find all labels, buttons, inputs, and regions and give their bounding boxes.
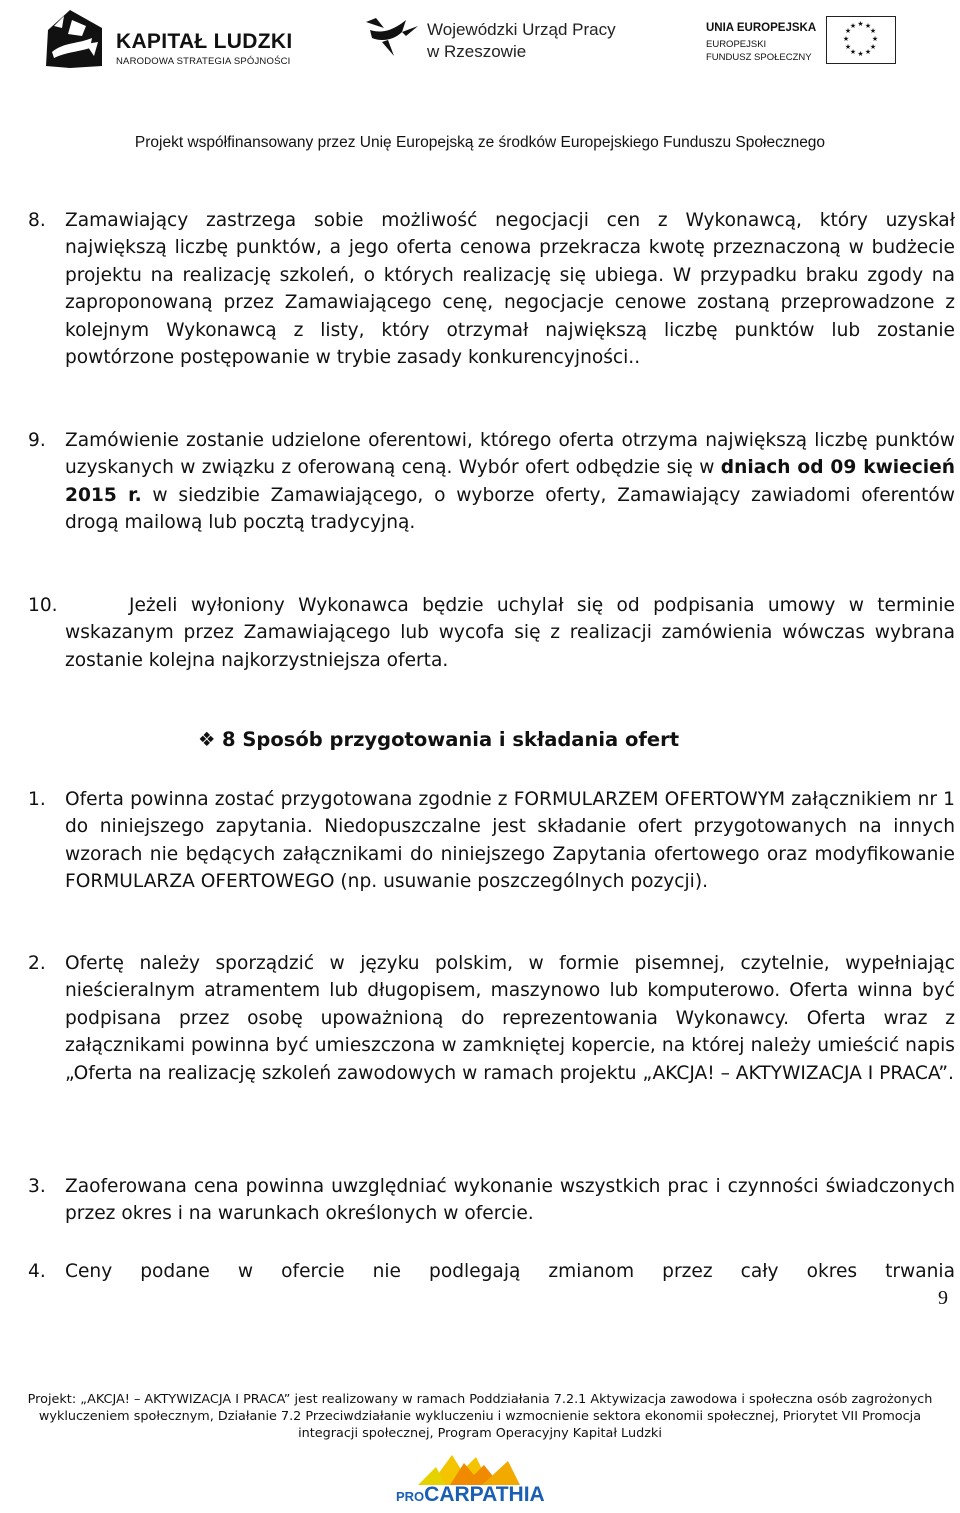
kapital-ludzki-subtitle: NARODOWA STRATEGIA SPÓJNOŚCI [116, 56, 291, 67]
section-item-4 [28, 1258, 955, 1285]
paragraph-number: 10. [28, 595, 58, 616]
item-text: Ofertę należy sporządzić w języku polskim, w formie pisemnej, czytelnie, wypełniając nieścieralnym atramentem lub długopisem, maszynowo lub komputerowo. Oferta winna być podpisana przez osobę upoważnioną do reprezentowania Wykonawcy. Oferta wraz z załącznikami powinna być umieszczona w zamkniętej kopercie, na której należy umieścić napis „Oferta na realizację szkoleń zawodowych w ramach projektu „AKCJA! – AKTYWIZACJA I PRACA”. [65, 953, 955, 1084]
wup-name-line1: Wojewódzki Urząd Pracy [427, 20, 616, 39]
paragraph-text-part: Zamówienie zostanie udzielone oferentowi, którego oferta otrzyma największą liczbę punktów uzyskanych w związku z oferowaną ceną. Wybór ofert odbędzie się w [65, 430, 955, 479]
page-footer [0, 1391, 960, 1442]
wup-bird-icon [362, 12, 422, 62]
section-item-2 [28, 950, 955, 1087]
page-number: 9 [938, 1287, 948, 1309]
item-number: 2. [28, 953, 46, 974]
procarpathia-wordmark [396, 1483, 545, 1507]
kapital-ludzki-logo [42, 8, 312, 70]
item-text: Zaoferowana cena powinna uwzględniać wykonanie wszystkich prac i czynności świadczonych przez okres i na warunkach określonych w ofercie. [65, 1176, 955, 1225]
diamond-bullet-icon: ❖ [198, 728, 216, 751]
paragraph-text: Zamawiający zastrzega sobie możliwość negocjacji cen z Wykonawcą, który uzyskał największą liczbę punktów, a jego oferta cenowa przekracza kwotę przeznaczoną w budżecie projektu na realizację szkoleń, o których realizację się ubiega. W przypadku braku zgody na zaproponowaną przez Zamawiającego cenę, negocjacje cenowe zostaną przeprowadzone z kolejnym Wykonawcą z listy, który otrzymał największą liczbę punktów lub zostanie powtórzone postępowanie w trybie zasady konkurencyjności.. [65, 210, 955, 369]
svg-text:★: ★ [864, 48, 872, 56]
section-heading-text: 8 Sposób przygotowania i składania ofert [222, 728, 680, 751]
eu-flag-icon [826, 16, 896, 64]
svg-text:★: ★ [871, 35, 879, 43]
item-text: Oferta powinna zostać przygotowana zgodnie z FORMULARZEM OFERTOWYM załącznikiem nr 1 do niniejszego zapytania. Niedopuszczalne jest składanie ofert przygotowanych na innych wzorach nie będących załącznikami do niniejszego Zapytania ofertowego oraz modyfikowanie FORMULARZA OFERTOWEGO (np. usuwanie poszczególnych pozycji). [65, 789, 955, 893]
svg-text:★: ★ [869, 27, 877, 35]
procarpathia-sun-icon [390, 1453, 570, 1487]
item-number: 1. [28, 789, 46, 810]
svg-text:★: ★ [857, 50, 864, 58]
footer-line: Projekt: „AKCJA! – AKTYWIZACJA I PRACA” jest realizowany w ramach Poddziałania 7.2.1 Aktywizacja zawodowa i społeczna osób zagrożonych [27, 1392, 933, 1407]
section-item-1 [28, 786, 955, 896]
offer-date-bold: dniach od 09 kwiecień 2015 r. [65, 457, 955, 506]
kapital-ludzki-emblem-icon [42, 8, 104, 70]
svg-text:★: ★ [864, 22, 872, 30]
page-header [0, 0, 960, 151]
svg-text:★: ★ [849, 22, 857, 30]
paragraph-text [65, 427, 955, 537]
item-number: 3. [28, 1176, 46, 1197]
svg-text:★: ★ [844, 43, 852, 51]
footer-line: integracji społecznej, Program Operacyjny Kapitał Ludzki [298, 1426, 662, 1441]
svg-text:★: ★ [869, 43, 877, 51]
paragraph-10 [28, 592, 955, 674]
cofinancing-note: Projekt współfinansowany przez Unię Europejską ze środków Europejskiego Funduszu Społecznego [134, 134, 826, 151]
eu-logo [706, 16, 906, 72]
svg-text:★: ★ [857, 20, 864, 28]
section-heading [198, 728, 679, 751]
paragraph-text-part: w siedzibie Zamawiającego, o wyborze oferty, Zamawiający zawiadomi oferentów drogą mailową lub pocztą tradycyjną. [65, 484, 955, 534]
paragraph-8 [28, 207, 955, 371]
svg-text:★: ★ [844, 27, 852, 35]
svg-text:★: ★ [849, 48, 857, 56]
eu-fund-line2: FUNDUSZ SPOŁECZNY [706, 52, 812, 63]
kapital-ludzki-title: KAPITAŁ LUDZKI [116, 30, 293, 53]
footer-line: wykluczeniem społecznym, Działanie 7.2 Przeciwdziałanie wykluczeniu i wzmocnienie sektora ekonomii społecznej, Priorytet VII Promocja [38, 1409, 922, 1424]
wup-name-line2: w Rzeszowie [427, 42, 527, 61]
paragraph-9 [28, 427, 955, 537]
eu-fund-line1: EUROPEJSKI [706, 39, 767, 50]
procarpathia-name: CARPATHIA [424, 1483, 545, 1506]
eu-title: UNIA EUROPEJSKA [706, 22, 817, 34]
paragraph-text: Jeżeli wyłoniony Wykonawca będzie uchylał się od podpisania umowy w terminie wskazanym przez Zamawiającego lub wycofa się z realizacji zamówienia wówczas wybrana zostanie kolejna najkorzystniejsza oferta. [65, 595, 955, 671]
item-number: 4. [28, 1261, 46, 1282]
item-text: Ceny podane w ofercie nie podlegają zmianom przez cały okres trwania [65, 1261, 955, 1282]
procarpathia-logo [390, 1453, 570, 1509]
section-item-3 [28, 1173, 955, 1228]
wup-logo [362, 12, 632, 62]
svg-text:★: ★ [842, 35, 850, 43]
paragraph-number: 8. [28, 210, 46, 231]
paragraph-number: 9. [28, 430, 46, 451]
procarpathia-pro: PRO [396, 1489, 425, 1504]
